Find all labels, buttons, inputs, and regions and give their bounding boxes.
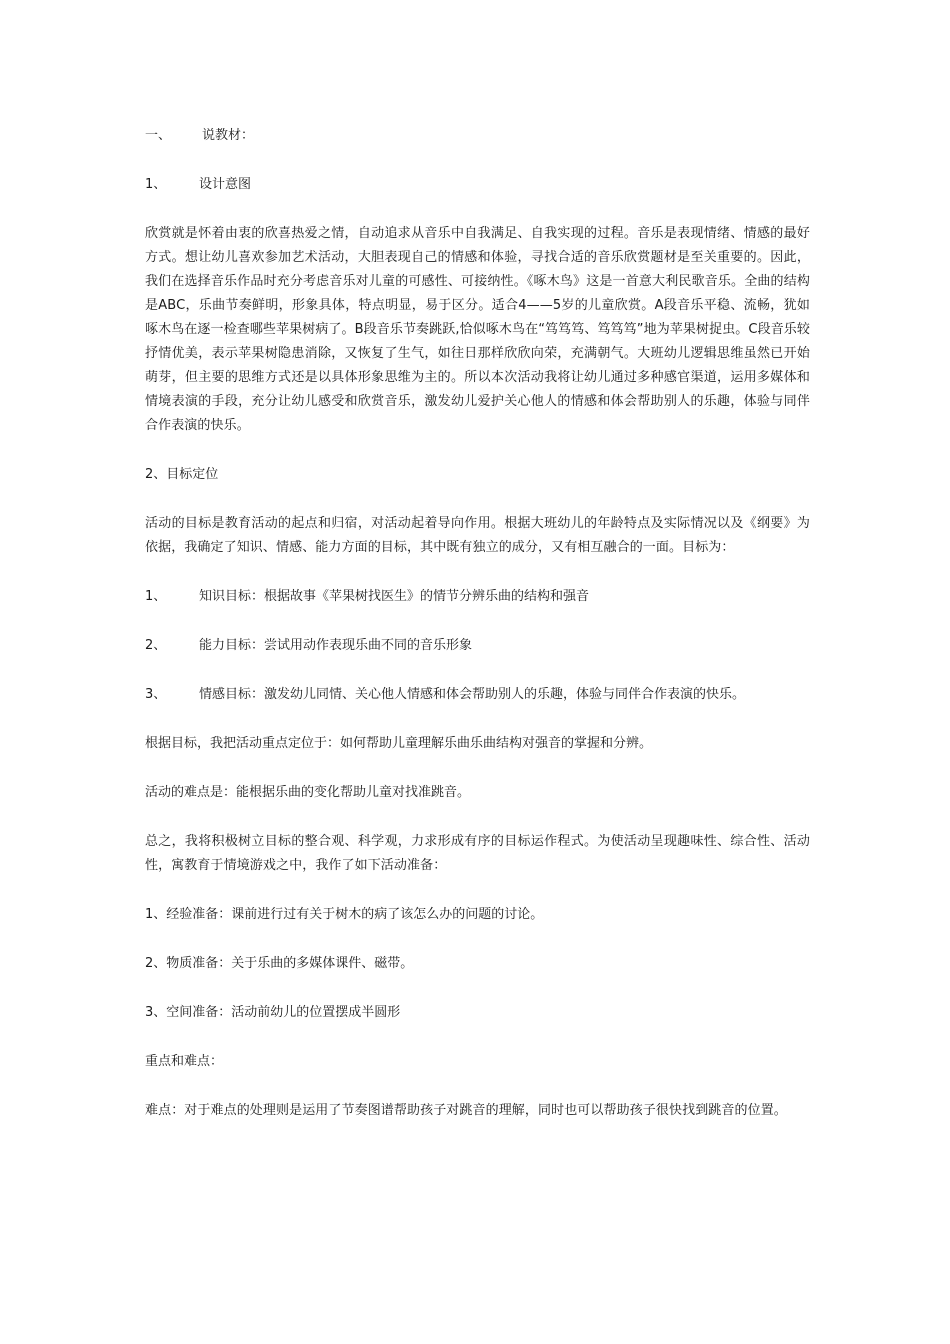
goal-item bbox=[145, 585, 810, 609]
section-title: 说教材： bbox=[202, 128, 255, 143]
difficulty-line: 活动的难点是：能根据乐曲的变化帮助儿童对找准跳音。 bbox=[145, 785, 471, 800]
key-point-line: 根据目标，我把活动重点定位于：如何帮助儿童理解乐曲乐曲结构对强音的掌握和分辨。 bbox=[145, 736, 653, 751]
subsection-title: 设计意图 bbox=[199, 177, 252, 192]
goal-item bbox=[145, 683, 810, 707]
goal-text: 情感目标：激发幼儿同情、关心他人情感和体会帮助别人的乐趣，体验与同伴合作表演的快乐。 bbox=[199, 687, 746, 702]
section-number: 一、 bbox=[145, 128, 172, 143]
subsection-number: 1、 bbox=[145, 177, 167, 192]
summary-paragraph: 总之，我将积极树立目标的整合观、科学观，力求形成有序的目标运作程式。为使活动呈现趣味性、综合性、活动性，寓教育于情境游戏之中，我作了如下活动准备： bbox=[145, 834, 810, 873]
goal-number: 2、 bbox=[145, 638, 167, 653]
difficult-paragraph: 难点：对于难点的处理则是运用了节奏图谱帮助孩子对跳音的理解，同时也可以帮助孩子很快找到跳音的位置。 bbox=[145, 1103, 787, 1118]
section-heading bbox=[145, 124, 810, 148]
goal-number: 1、 bbox=[145, 589, 167, 604]
goal-text: 知识目标：根据故事《苹果树找医生》的情节分辨乐曲的结构和强音 bbox=[199, 589, 590, 604]
preparation-item: 3、空间准备：活动前幼儿的位置摆成半圆形 bbox=[145, 1005, 401, 1020]
goal-paragraph: 活动的目标是教育活动的起点和归宿，对活动起着导向作用。根据大班幼儿的年龄特点及实际情况以及《纲要》为依据，我确定了知识、情感、能力方面的目标，其中既有独立的成分，又有相互融合的一面。目标为： bbox=[145, 516, 810, 555]
subsection-heading-design bbox=[145, 173, 810, 197]
document-page bbox=[145, 124, 810, 1148]
goal-number: 3、 bbox=[145, 687, 167, 702]
preparation-item: 2、物质准备：关于乐曲的多媒体课件、磁带。 bbox=[145, 956, 414, 971]
goal-text: 能力目标：尝试用动作表现乐曲不同的音乐形象 bbox=[199, 638, 473, 653]
preparation-item: 1、经验准备：课前进行过有关于树木的病了该怎么办的问题的讨论。 bbox=[145, 907, 544, 922]
goal-item bbox=[145, 634, 810, 658]
intro-paragraph: 欣赏就是怀着由衷的欣喜热爱之情，自动追求从音乐中自我满足、自我实现的过程。音乐是表现情绪、情感的最好方式。想让幼儿喜欢参加艺术活动，大胆表现自己的情感和体验，寻找合适的音乐欣赏题材是至关重要的。因此，我们在选择音乐作品时充分考虑音乐对儿童的可感性、可接纳性。《啄木鸟》这是一首意大利民歌音乐。全曲的结构是ABC，乐曲节奏鲜明，形象具体，特点明显，易于区分。适合4——5岁的儿童欣赏。A段音乐平稳、流畅，犹如啄木鸟在逐一检查哪些苹果树病了。B段音乐节奏跳跃,恰似啄木鸟在“笃笃笃、笃笃笃”地为苹果树捉虫。C段音乐较抒情优美，表示苹果树隐患消除，又恢复了生气，如往日那样欣欣向荣，充满朝气。大班幼儿逻辑思维虽然已开始萌芽，但主要的思维方式还是以具体形象思维为主的。所以本次活动我将让幼儿通过多种感官渠道，运用多媒体和情境表演的手段，充分让幼儿感受和欣赏音乐，激发幼儿爱护关心他人的情感和体会帮助别人的乐趣，体验与同伴合作表演的快乐。 bbox=[145, 226, 810, 433]
key-and-difficult-heading: 重点和难点： bbox=[145, 1054, 224, 1069]
subsection-heading-goals: 2、目标定位 bbox=[145, 467, 219, 482]
